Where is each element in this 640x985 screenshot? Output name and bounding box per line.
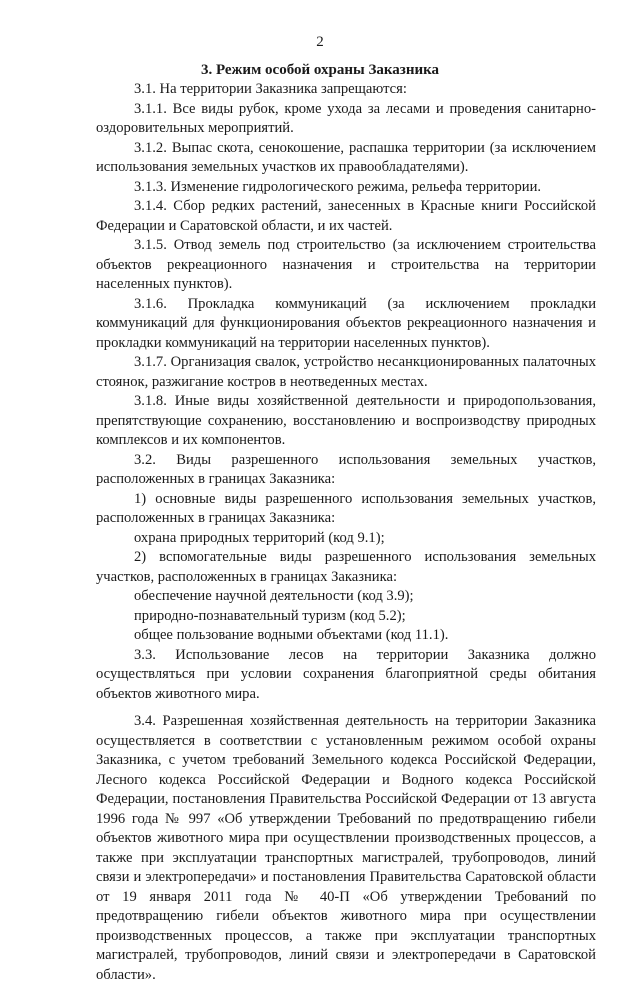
section-title: 3. Режим особой охраны Заказника (200, 62, 440, 78)
list-item-auxiliary-uses: 2) вспомогательные виды разрешенного использования земельных участков, расположенных в границах Заказника: (96, 549, 596, 585)
paragraph-3-4: 3.4. Разрешенная хозяйственная деятельность на территории Заказника осуществляется в соответствии с установленным режимом особой охраны Заказника, с учетом требований Земельного кодекса Российской Федерации, Лесного кодекса Российской Федерации и Водного кодекса Российской Федерации, постановления Правительства Российской Федерации от 13 августа 1996 года № 997 «Об утверждении Требований по предотвращению гибели объектов животного мира при осуществлении производственных процессов, а также при эксплуатации транспортных магистралей, трубопроводов, линий связи и электропередачи» и постановления Правительства Саратовской области от 19 января 2011 года № 40-П «Об утверждении Требований по предотвращению гибели объектов животного мира при осуществлении производственных процессов, а также при эксплуатации транспортных магистралей, трубопроводов, линий связи и электропередачи в Саратовской области». (96, 713, 596, 983)
page-number: 2 (316, 34, 324, 50)
paragraph-3-1-8: 3.1.8. Иные виды хозяйственной деятельности и природопользования, препятствующие сохранению, восстановлению и воспроизводству природных комплексов и их компонентов. (96, 393, 596, 448)
paragraph-3-1-1: 3.1.1. Все виды рубок, кроме ухода за лесами и проведения санитарно-оздоровительных мероприятий. (96, 100, 596, 136)
paragraph-3-1-5: 3.1.5. Отвод земель под строительство (за исключением строительства объектов рекреационного назначения и строительства на территории населенных пунктов). (96, 237, 596, 292)
paragraph-3-3: 3.3. Использование лесов на территории Заказника должно осуществляться при условии сохранения благоприятной среды обитания объектов животного мира. (96, 646, 596, 702)
list-item-code-11-1: общее пользование водными объектами (код 11.1). (134, 627, 449, 643)
paragraph-3-2: 3.2. Виды разрешенного использования земельных участков, расположенных в границах Заказника: (96, 451, 596, 487)
list-item-main-uses: 1) основные виды разрешенного использования земельных участков, расположенных в границах Заказника: (96, 490, 596, 526)
paragraph-3-1-6: 3.1.6. Прокладка коммуникаций (за исключением прокладки коммуникаций для функционирования объектов рекреационного назначения и прокладки коммуникаций на территории населенных пунктов). (96, 295, 596, 351)
paragraph-3-1-4: 3.1.4. Сбор редких растений, занесенных в Красные книги Российской Федерации и Саратовской области, и их частей. (96, 198, 596, 234)
paragraph-3-1-7: 3.1.7. Организация свалок, устройство несанкционированных палаточных стоянок, разжигание костров в неотведенных местах. (96, 354, 596, 390)
list-item-code-3-9: обеспечение научной деятельности (код 3.9); (134, 588, 414, 604)
paragraph-3-1: 3.1. На территории Заказника запрещаются: (134, 81, 407, 97)
list-item-code-9-1: охрана природных территорий (код 9.1); (134, 529, 385, 546)
paragraph-3-1-3: 3.1.3. Изменение гидрологического режима, рельефа территории. (134, 178, 542, 195)
document-body (96, 80, 596, 985)
list-item-code-5-2: природно-познавательный туризм (код 5.2); (134, 607, 406, 624)
paragraph-3-1-2: 3.1.2. Выпас скота, сенокошение, распашка территории (за исключением использования земельных участков их правообладателями). (96, 139, 596, 175)
